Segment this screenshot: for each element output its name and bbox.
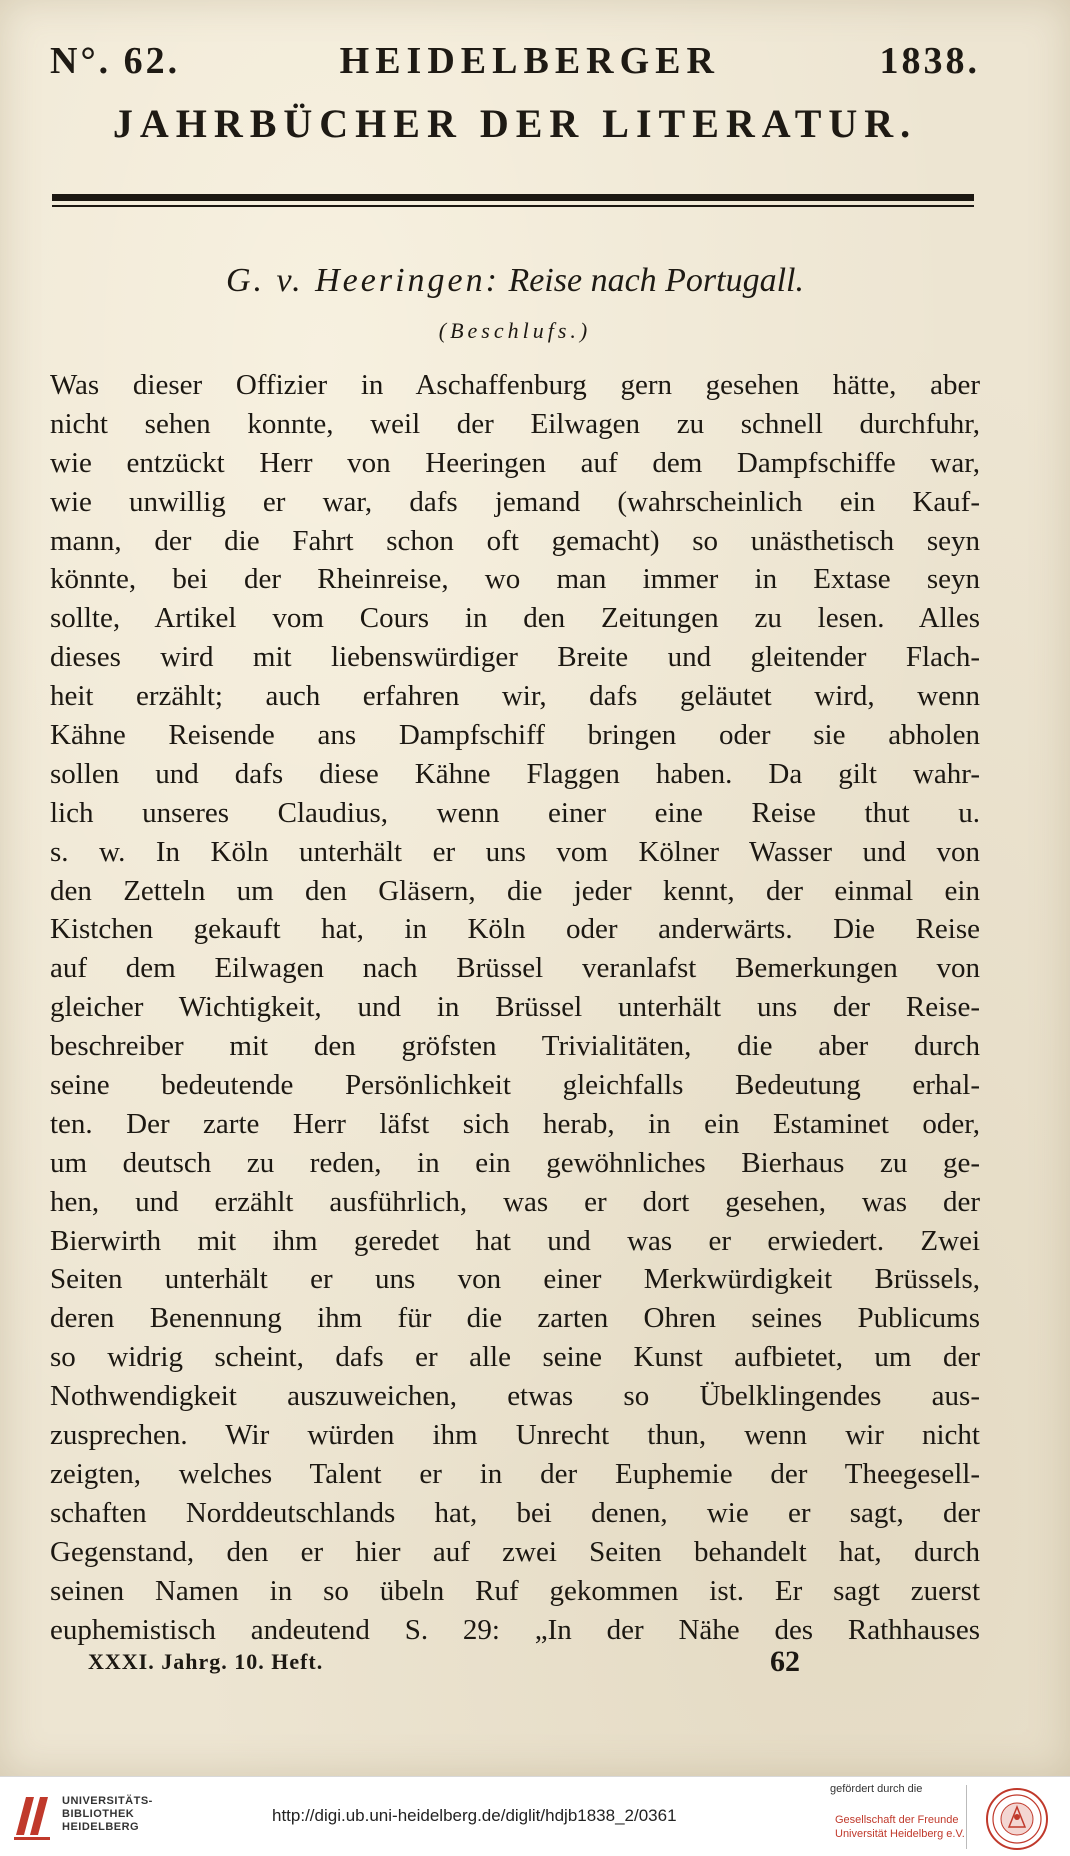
text-line: nicht sehen konnte, weil der Eilwagen zu schnell durchfuhr, bbox=[50, 407, 980, 440]
text-line: dieses wird mit liebenswürdiger Breite und gleitender Flach- bbox=[50, 641, 980, 674]
viewer-bar bbox=[0, 1776, 1070, 1856]
footer-signature: XXXI. Jahrg. 10. Heft. bbox=[88, 1649, 324, 1674]
article-author: G. v. Heeringen: bbox=[225, 262, 500, 299]
journal-title: HEIDELBERGER bbox=[339, 40, 720, 82]
text-line: wie unwillig er war, dafs jemand (wahrscheinlich ein Kauf- bbox=[50, 485, 980, 518]
text-line: wie entzückt Herr von Heeringen auf dem Dampfschiffe war, bbox=[50, 446, 980, 479]
text-line: könnte, bei der Rheinreise, wo man immer in Extase seyn bbox=[50, 563, 980, 596]
library-name bbox=[62, 1795, 153, 1834]
text-line: mann, der die Fahrt schon oft gemacht) so unästhetisch seyn bbox=[50, 524, 980, 557]
university-seal-icon bbox=[985, 1787, 1049, 1851]
text-line: sollte, Artikel vom Cours in den Zeitungen zu lesen. Alles bbox=[50, 602, 980, 635]
text-line: gleicher Wichtigkeit, und in Brüssel unterhält uns der Reise- bbox=[50, 991, 980, 1024]
text-line: auf dem Eilwagen nach Brüssel veranlafst Bemerkungen von bbox=[50, 952, 980, 985]
article-note: (Beschlufs.) bbox=[438, 318, 592, 343]
text-line: den Zetteln um den Gläsern, die jeder kennt, der einmal ein bbox=[50, 874, 980, 907]
library-name-line: HEIDELBERG bbox=[62, 1821, 140, 1833]
text-line: schaften Norddeutschlands hat, bei denen, wie er sagt, der bbox=[50, 1496, 980, 1529]
text-line: heit erzählt; auch erfahren wir, dafs geläutet wird, wenn bbox=[50, 680, 980, 713]
header-rule-thick bbox=[52, 194, 974, 201]
text-line: Gegenstand, den er hier auf zwei Seiten behandelt hat, durch bbox=[50, 1535, 980, 1568]
text-line: um deutsch zu reden, in ein gewöhnliches Bierhaus zu ge- bbox=[50, 1146, 980, 1179]
text-line: sollen und dafs diese Kähne Flaggen haben. Da gilt wahr- bbox=[50, 757, 980, 790]
issue-number: N°. 62. bbox=[50, 40, 181, 82]
header-rule-thin bbox=[52, 205, 974, 207]
text-line: Bierwirth mit ihm geredet hat und was er erwiedert. Zwei bbox=[50, 1224, 980, 1257]
text-line: Nothwendigkeit auszuweichen, etwas so Übelklingendes aus- bbox=[50, 1380, 980, 1413]
society-name-line: Universität Heidelberg e.V. bbox=[835, 1828, 965, 1840]
text-line: zeigten, welches Talent er in der Euphemie der Theegesell- bbox=[50, 1457, 980, 1490]
divider bbox=[966, 1785, 967, 1849]
text-line: beschreiber mit den gröfsten Trivialitäten, die aber durch bbox=[50, 1030, 980, 1063]
text-line: ten. Der zarte Herr läfst sich herab, in ein Estaminet oder, bbox=[50, 1107, 980, 1140]
text-line: Kähne Reisende ans Dampfschiff bringen oder sie abholen bbox=[50, 719, 980, 752]
library-name-line: BIBLIOTHEK bbox=[62, 1808, 135, 1820]
library-name-line: UNIVERSITÄTS- bbox=[62, 1795, 153, 1807]
text-line: seine bedeutende Persönlichkeit gleichfalls Bedeutung erhal- bbox=[50, 1069, 980, 1102]
text-line: so widrig scheint, dafs er alle seine Kunst aufbietet, um der bbox=[50, 1341, 980, 1374]
funded-by-label: gefördert durch die bbox=[830, 1783, 923, 1795]
society-name-line: Gesellschaft der Freunde bbox=[835, 1814, 959, 1826]
permalink-url[interactable]: http://digi.ub.uni-heidelberg.de/diglit/hdjb1838_2/0361 bbox=[272, 1806, 677, 1825]
text-line: Was dieser Offizier in Aschaffenburg gern gesehen hätte, aber bbox=[50, 369, 980, 401]
text-line: lich unseres Claudius, wenn einer eine Reise thut u. bbox=[50, 796, 980, 829]
library-logo-icon[interactable] bbox=[10, 1791, 56, 1843]
article-title: Reise nach Portugall. bbox=[508, 262, 804, 299]
body-text bbox=[50, 366, 980, 1649]
society-name[interactable] bbox=[835, 1813, 965, 1841]
text-line: seinen Namen in so übeln Ruf gekommen ist. Er sagt zuerst bbox=[50, 1574, 980, 1607]
text-line: zusprechen. Wir würden ihm Unrecht thun, wenn wir nicht bbox=[50, 1419, 980, 1452]
journal-subtitle: JAHRBÜCHER DER LITERATUR. bbox=[112, 101, 918, 146]
text-line: Seiten unterhält er uns von einer Merkwürdigkeit Brüssels, bbox=[50, 1263, 980, 1296]
running-header bbox=[50, 36, 980, 86]
article-heading bbox=[50, 262, 980, 300]
text-line: Kistchen gekauft hat, in Köln oder anderwärts. Die Reise bbox=[50, 913, 980, 946]
page-number: 62 bbox=[770, 1645, 800, 1678]
text-line: hen, und erzählt ausführlich, was er dort gesehen, was der bbox=[50, 1185, 980, 1218]
text-line: deren Benennung ihm für die zarten Ohren seines Publicums bbox=[50, 1302, 980, 1335]
year: 1838. bbox=[879, 40, 980, 82]
text-line: s. w. In Köln unterhält er uns vom Kölner Wasser und von bbox=[50, 835, 980, 868]
text-line: euphemistisch andeutend S. 29: „In der Nähe des Rathhauses bbox=[50, 1613, 980, 1646]
